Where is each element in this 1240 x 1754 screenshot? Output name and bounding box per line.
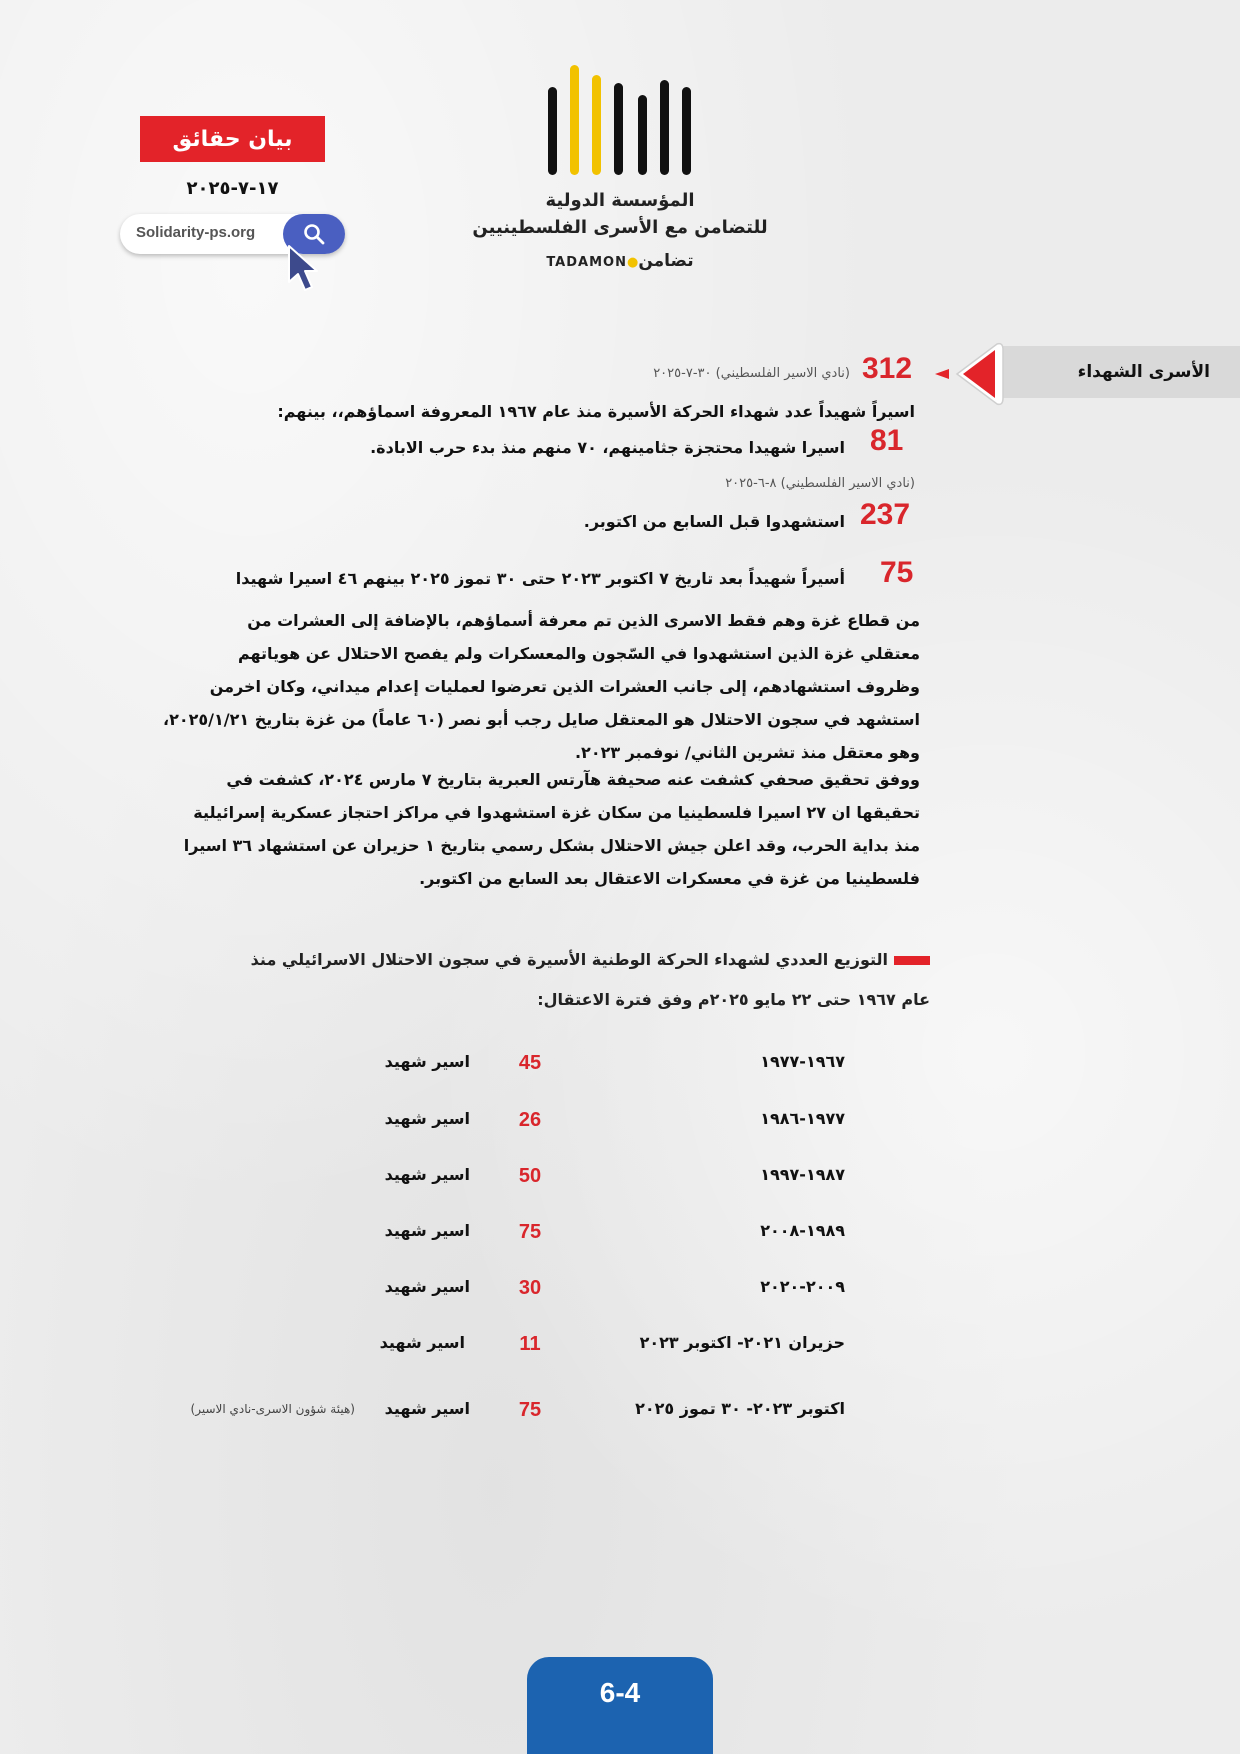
count-cell: 75 (518, 1399, 542, 1421)
period-cell: ١٩٨٩-٢٠٠٨ (760, 1221, 845, 1240)
period-cell: حزيران ٢٠٢١- اكتوبر ٢٠٢٣ (639, 1333, 845, 1352)
logo-brand (470, 251, 770, 271)
paragraph2-line: فلسطينيا من غزة في معسكرات الاعتقال بعد السابع من اكتوبر. (419, 869, 920, 888)
label-cell: اسير شهيد (384, 1221, 470, 1240)
before-october-number: 237 (860, 498, 911, 531)
count-cell: 11 (519, 1333, 541, 1355)
paragraph1-line: وهو معتقل منذ تشرين الثاني/ نوفمبر ٢٠٢٣. (574, 743, 920, 762)
before-october-source: (نادي الاسير الفلسطيني) ٨-٦-٢٠٢٥ (725, 476, 915, 491)
table-row (0, 1221, 1240, 1261)
organization-logo (470, 55, 770, 285)
label-cell: اسير شهيد (384, 1165, 470, 1184)
total-martyrs-number: 312 (862, 352, 913, 385)
section-arrow-icon (935, 338, 1007, 410)
section-tab (1000, 346, 1240, 398)
period-cell: ١٩٨٧-١٩٩٧ (760, 1165, 845, 1184)
label-cell: اسير شهيد (384, 1399, 470, 1418)
fact-sheet-badge: بيان حقائق (140, 116, 325, 162)
table-row (0, 1052, 1240, 1092)
period-cell: ٢٠٠٩-٢٠٢٠ (760, 1277, 845, 1296)
logo-line-1: المؤسسة الدولية (545, 190, 695, 211)
table-row (0, 1399, 1240, 1439)
page-number-tab (527, 1657, 713, 1754)
paragraph1-line: استشهد في سجون الاحتلال هو المعتقل صايل رجب أبو نصر (٦٠ عاماً) من غزة بتاريخ ٢٠٢٥/١/٢١، (163, 710, 920, 729)
table-row (0, 1333, 1240, 1373)
page-number: 6-4 (599, 1677, 641, 1708)
period-cell: ١٩٦٧-١٩٧٧ (760, 1052, 845, 1071)
header-date: ١٧-٧-٢٠٢٥ (186, 178, 279, 199)
label-cell: اسير شهيد (384, 1277, 470, 1296)
after-october-number: 75 (880, 556, 914, 589)
label-cell: اسير شهيد (384, 1109, 470, 1128)
period-cell: اكتوبر ٢٠٢٣- ٣٠ تموز ٢٠٢٥ (635, 1399, 845, 1418)
paragraph1-line: وظروف استشهادهم، إلى جانب العشرات الذين تعرضوا لعمليات إعدام ميداني، وكان اخرمن (209, 677, 920, 696)
logo-dot-icon: ● (626, 255, 639, 270)
distribution-heading-line1: التوزيع العددي لشهداء الحركة الوطنية الأسيرة في سجون الاحتلال الاسرائيلي منذ (250, 950, 888, 969)
search-icon (302, 222, 326, 246)
paragraph2-line: ووفق تحقيق صحفي كشفت عنه صحيفة هآرتس العبرية بتاريخ ٧ مارس ٢٠٢٤، كشفت في (226, 770, 920, 789)
paragraph2-line: تحقيقها ان ٢٧ اسيرا فلسطينيا من سكان غزة استشهدوا في مراكز احتجاز عسكرية إسرائيلية (193, 803, 920, 822)
red-marker-icon (894, 956, 930, 965)
held-bodies-text: اسيرا شهيدا محتجزة جثامينهم، ٧٠ منهم منذ بدء حرب الابادة. (370, 438, 845, 457)
paragraph2-line: منذ بداية الحرب، وقد اعلن جيش الاحتلال بشكل رسمي بتاريخ ١ حزيران عن استشهاد ٣٦ اسيرا (183, 836, 920, 855)
table-row (0, 1109, 1240, 1149)
website-url[interactable]: Solidarity-ps.org (136, 224, 256, 241)
section-title: الأسرى الشهداء (1077, 362, 1210, 382)
mouse-cursor-icon (286, 244, 322, 294)
count-cell: 26 (518, 1109, 542, 1131)
total-text: اسيراً شهيداً عدد شهداء الحركة الأسيرة منذ عام ١٩٦٧ المعروفة اسماؤهم،، بينهم: (277, 402, 915, 421)
table-source-note: (هيئة شؤون الاسرى-نادي الاسير) (190, 1402, 355, 1416)
count-cell: 50 (518, 1165, 542, 1187)
paragraph1-line: معتقلي غزة الذين استشهدوا في السّجون والمعسكرات ولم يفصح الاحتلال عن هوياتهم (237, 644, 920, 663)
count-cell: 45 (518, 1052, 542, 1074)
paragraph-haaretz-investigation (90, 763, 920, 895)
after-october-text: أسيراً شهيداً بعد تاريخ ٧ اكتوبر ٢٠٢٣ حتى ٣٠ تموز ٢٠٢٥ بينهم ٤٦ اسيرا شهيدا (235, 569, 845, 588)
logo-brand-en: TADAMON (546, 255, 627, 270)
table-row (0, 1165, 1240, 1205)
distribution-heading (90, 940, 930, 1020)
paragraph-gaza-detainees (90, 604, 920, 769)
before-october-text: استشهدوا قبل السابع من اكتوبر. (583, 512, 845, 531)
count-cell: 75 (518, 1221, 542, 1243)
label-cell: اسير شهيد (384, 1052, 470, 1071)
logo-brand-ar: تضامن (638, 251, 694, 271)
paragraph1-line: من قطاع غزة وهم فقط الاسرى الذين تم معرفة أسماؤهم، بالإضافة إلى العشرات من (247, 611, 920, 630)
logo-line-2: للتضامن مع الأسرى الفلسطينيين (472, 217, 768, 238)
total-source: (نادي الاسير الفلسطيني) ٣٠-٧-٢٠٢٥ (653, 366, 850, 381)
label-cell: اسير شهيد (379, 1333, 465, 1352)
logo-bars-icon (548, 65, 698, 175)
count-cell: 30 (518, 1277, 542, 1299)
held-bodies-number: 81 (870, 424, 904, 457)
distribution-heading-line2: عام ١٩٦٧ حتى ٢٢ مايو ٢٠٢٥م وفق فترة الاعتقال: (537, 990, 930, 1009)
period-cell: ١٩٧٧-١٩٨٦ (760, 1109, 845, 1128)
table-row (0, 1277, 1240, 1317)
